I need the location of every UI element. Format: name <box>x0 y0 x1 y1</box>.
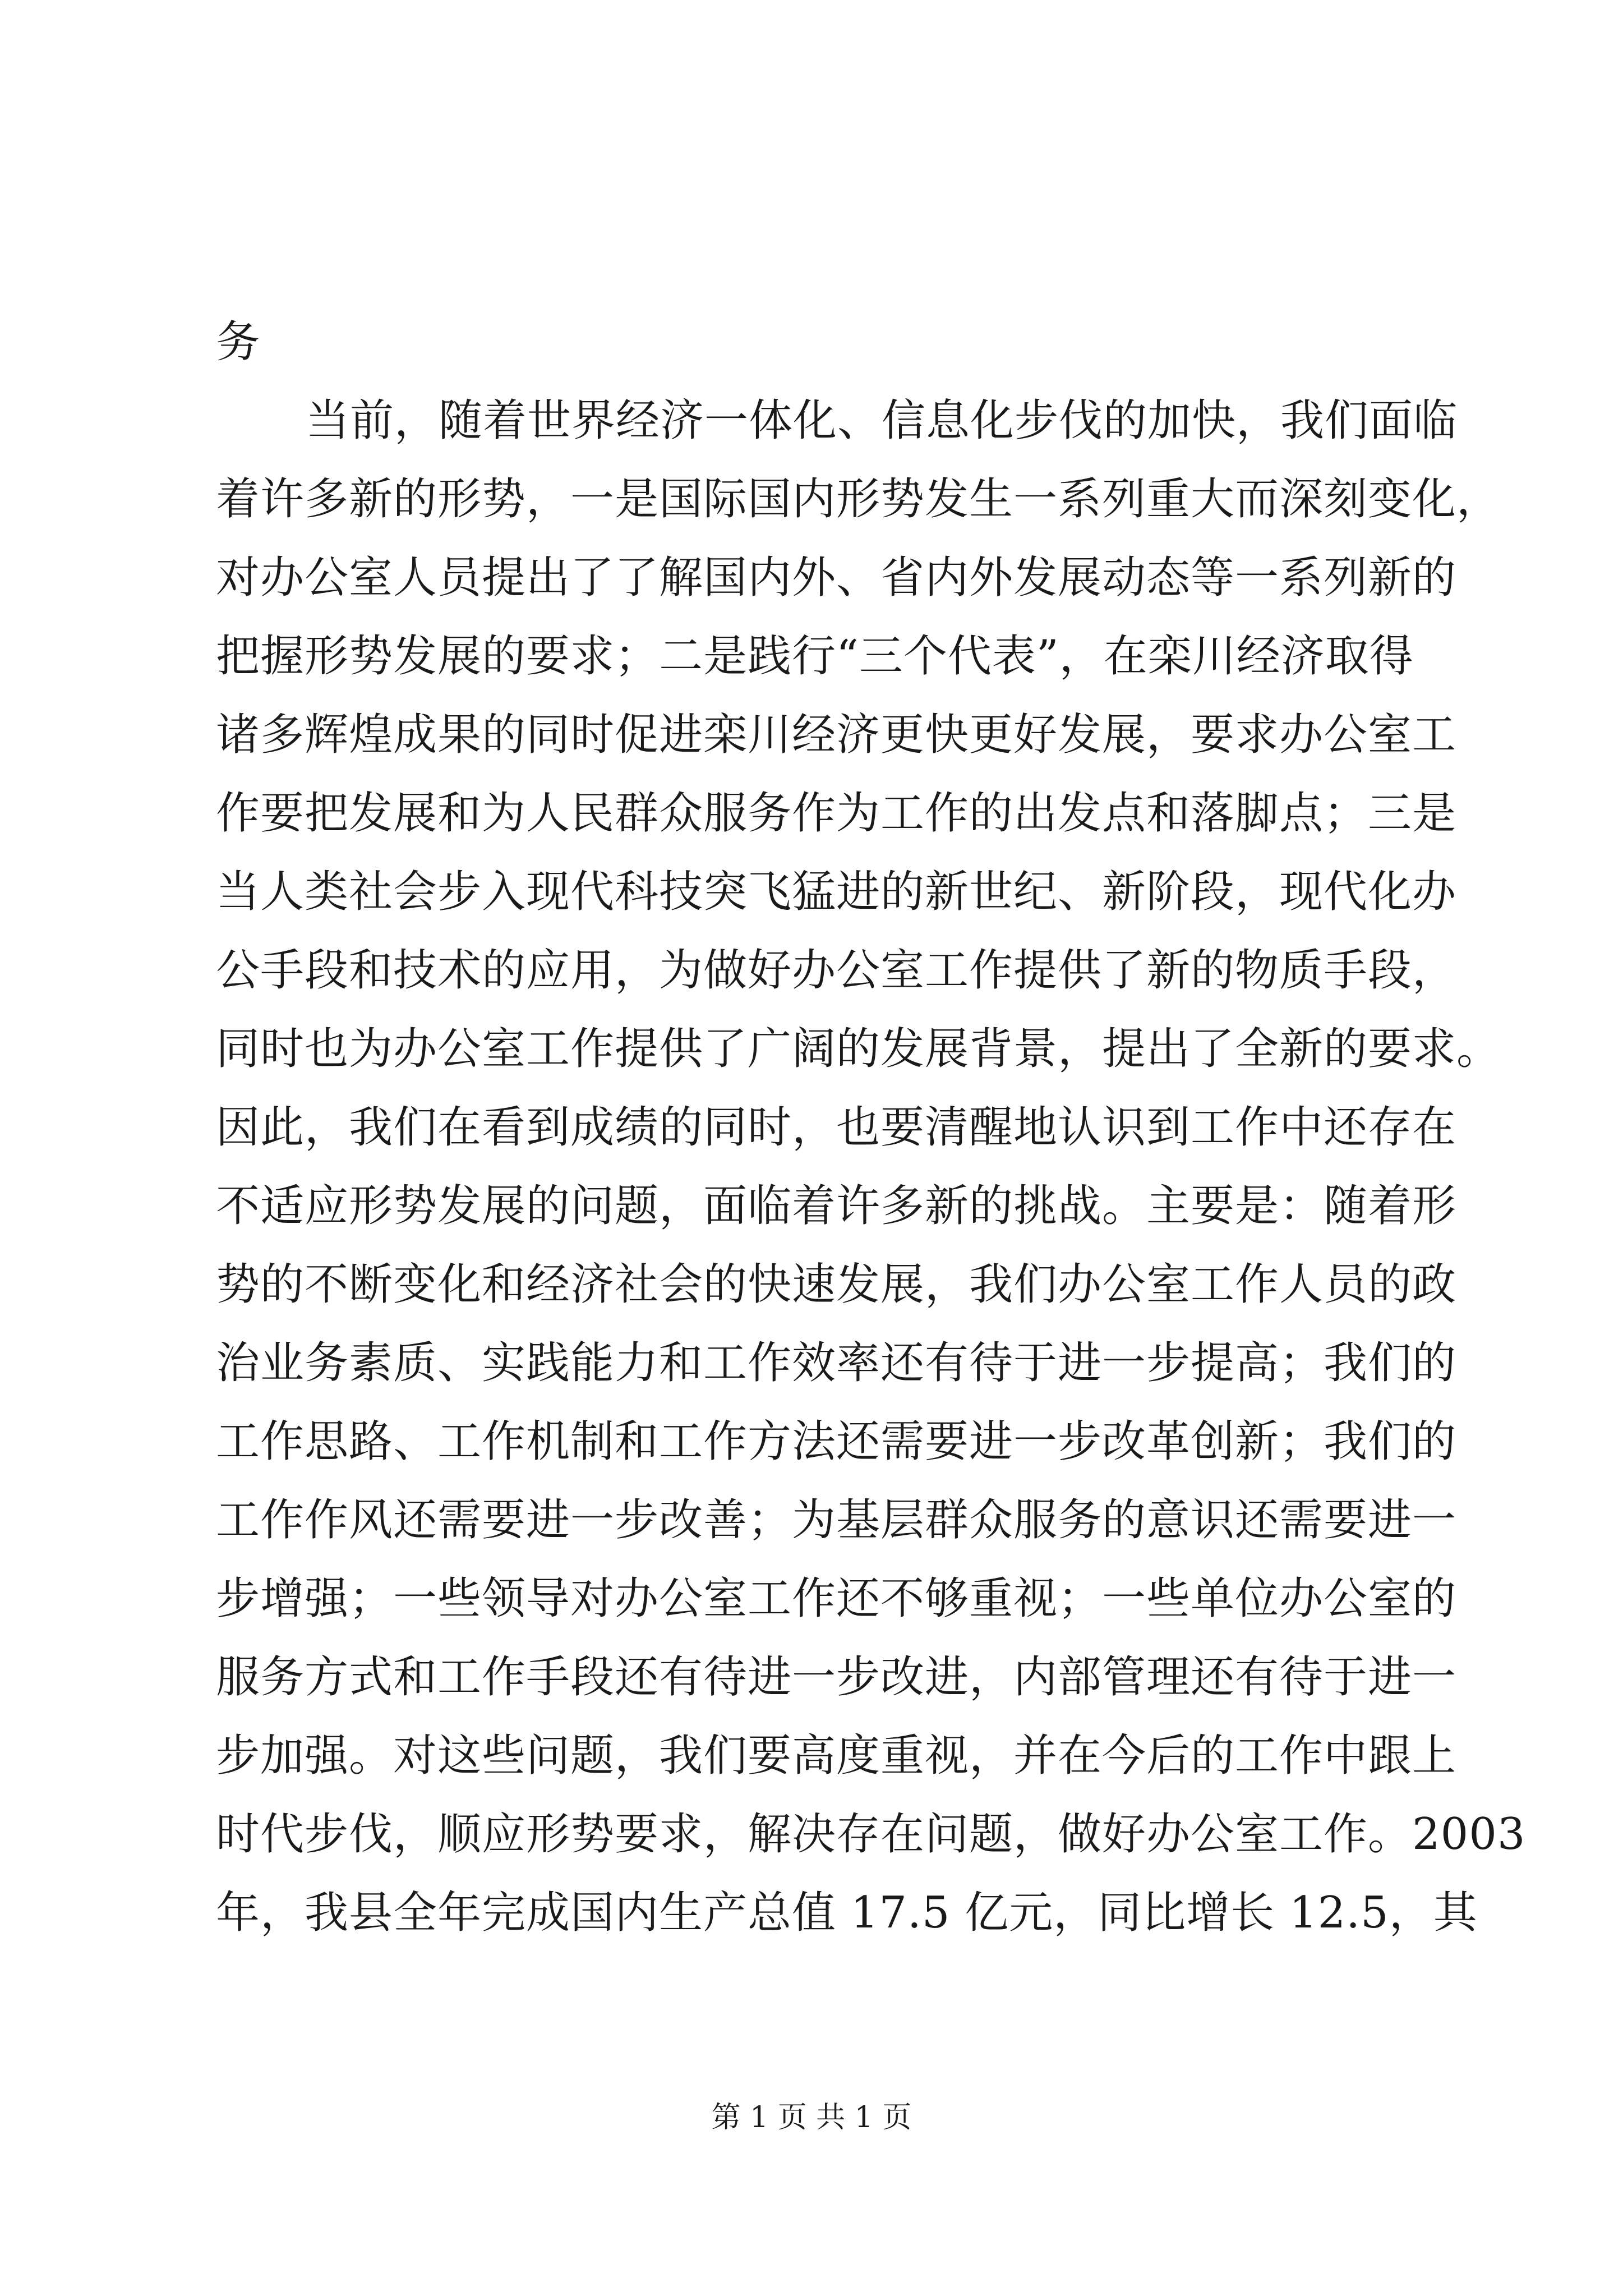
text-line: 务 <box>216 317 261 367</box>
text-line: 步加强。对这些问题，我们要高度重视，并在今后的工作中跟上 <box>216 1731 1457 1781</box>
text-line: 公手段和技术的应用，为做好办公室工作提供了新的物质手段， <box>216 945 1457 996</box>
text-line: 治业务素质、实践能力和工作效率还有待于进一步提高；我们的 <box>216 1338 1457 1388</box>
text-line: 服务方式和工作手段还有待进一步改进，内部管理还有待于进一 <box>216 1652 1457 1703</box>
text-line: 工作作风还需要进一步改善；为基层群众服务的意识还需要进一 <box>216 1495 1457 1545</box>
text-line: 当人类社会步入现代科技突飞猛进的新世纪、新阶段，现代化办 <box>216 867 1457 917</box>
page-footer: 第 1 页 共 1 页 <box>711 2101 912 2134</box>
text-line: 同时也为办公室工作提供了广阔的发展背景，提出了全新的要求。 <box>216 1024 1501 1074</box>
text-line: 工作思路、工作机制和工作方法还需要进一步改革创新；我们的 <box>216 1416 1457 1467</box>
text-line: 因此，我们在看到成绩的同时，也要清醒地认识到工作中还存在 <box>216 1102 1457 1153</box>
text-line: 诸多辉煌成果的同时促进栾川经济更快更好发展，要求办公室工 <box>216 710 1457 760</box>
text-line: 时代步伐，顺应形势要求，解决存在问题，做好办公室工作。2003 <box>216 1809 1526 1860</box>
text-line: 不适应形势发展的问题，面临着许多新的挑战。主要是：随着形 <box>216 1181 1457 1231</box>
text-line: 对办公室人员提出了了解国内外、省内外发展动态等一系列新的 <box>216 553 1457 603</box>
text-line: 着许多新的形势，一是国际国内形势发生一系列重大而深刻变化， <box>216 474 1501 524</box>
text-line: 势的不断变化和经济社会的快速发展，我们办公室工作人员的政 <box>216 1259 1457 1310</box>
text-line: 年，我县全年完成国内生产总值 17.5 亿元，同比增长 12.5，其 <box>216 1888 1478 1938</box>
text-line: 当前，随着世界经济一体化、信息化步伐的加快，我们面临 <box>306 395 1458 446</box>
text-line: 步增强；一些领导对办公室工作还不够重视；一些单位办公室的 <box>216 1573 1457 1624</box>
text-line: 作要把发展和为人民群众服务作为工作的出发点和落脚点；三是 <box>216 788 1457 839</box>
text-line: 把握形势发展的要求；二是践行“三个代表”，在栾川经济取得 <box>216 631 1414 682</box>
